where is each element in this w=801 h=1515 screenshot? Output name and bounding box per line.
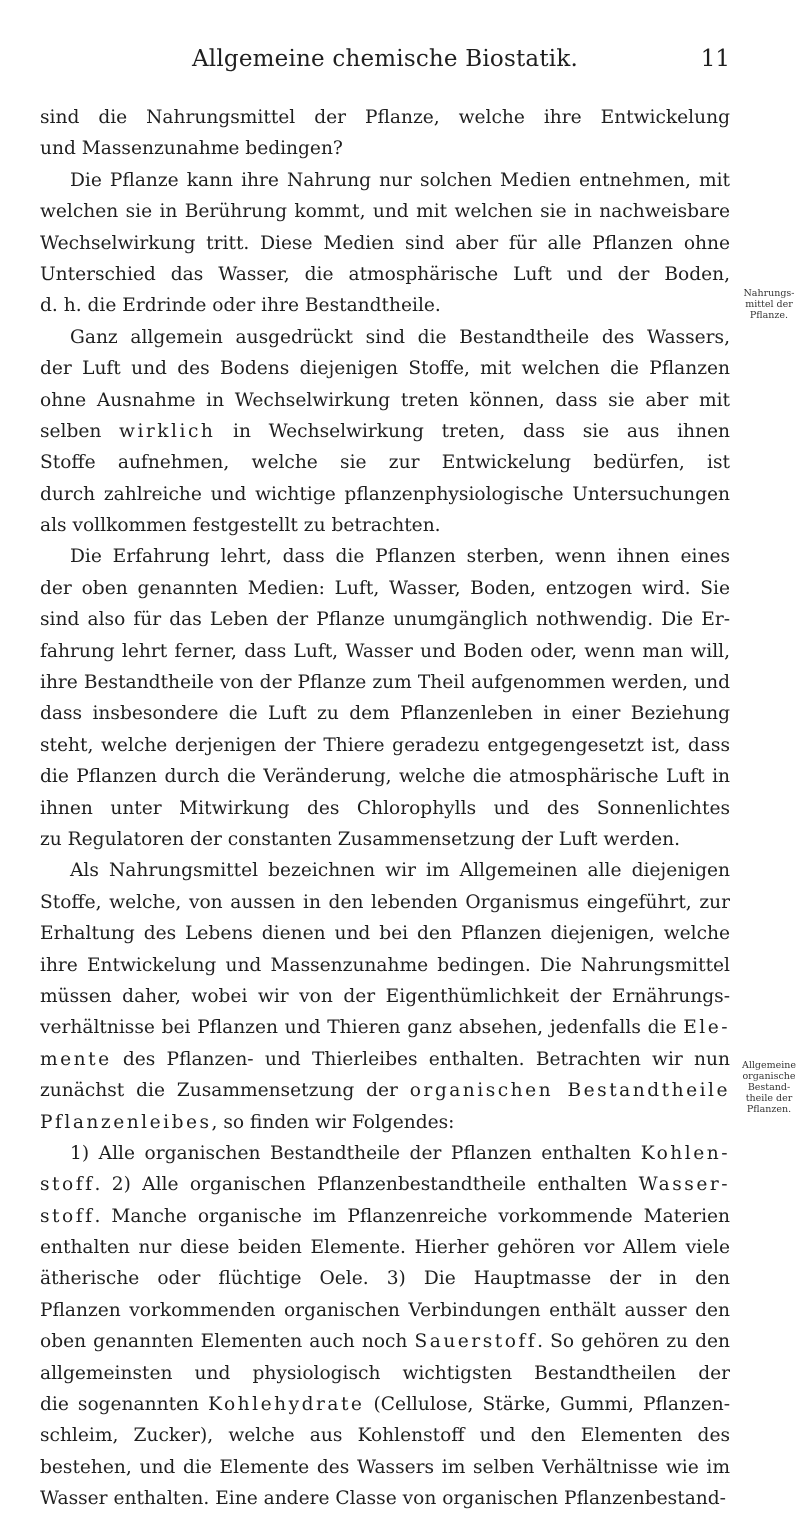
text-line: der oben genannten Medien: Luft, Wasser, Boden, entzogen wird. Sie (40, 577, 730, 599)
text-segment: verhältnisse bei Pflanzen und Thieren ganz absehen, jedenfalls die (40, 1017, 684, 1039)
spaced-emphasis: Kohlehydrate (208, 1394, 365, 1416)
text-line: müssen daher, wobei wir von der Eigenthümlichkeit der Ernährungs- (40, 985, 730, 1007)
text-line: schleim, Zucker), welche aus Kohlenstoff und den Elementen des (40, 1425, 730, 1447)
text-segment: . 2) Alle organischen Pflanzenbestandtheile enthalten (94, 1174, 639, 1196)
text-line: Ganz allgemein ausgedrückt sind die Bestandtheile des Wassers, (70, 326, 730, 348)
running-header (40, 46, 730, 80)
text-line (40, 1201, 730, 1232)
text-line: Stoffe aufnehmen, welche sie zur Entwickelung bedürfen, ist (40, 452, 730, 474)
text-line: zu Regulatoren der constanten Zusammensetzung der Luft werden. (40, 828, 680, 850)
text-line (40, 1138, 730, 1169)
text-line (40, 1107, 730, 1138)
text-line: ihre Entwickelung und Massenzunahme bedingen. Die Nahrungsmittel (40, 954, 730, 976)
text-segment: (Cellulose, Stärke, Gummi, Pflanzen- (364, 1394, 730, 1416)
text-line: die Pflanzen durch die Veränderung, welche die atmosphärische Luft in (40, 766, 730, 788)
text-line: sind die Nahrungsmittel der Pflanze, welche ihre Entwickelung (40, 107, 730, 128)
text-line: Die Pflanze kann ihre Nahrung nur solchen Medien entnehmen, mit (70, 169, 730, 191)
text-segment: 1) Alle organischen Bestandtheile der Pflanzen enthalten (70, 1142, 641, 1164)
text-line: allgemeinsten und physiologisch wichtigsten Bestandtheilen der (40, 1362, 730, 1384)
text-line: ihre Bestandtheile von der Pflanze zum Theil aufgenommen werden, und (40, 672, 730, 694)
text-segment: selben (40, 420, 120, 442)
text-line (40, 1075, 730, 1106)
spaced-emphasis: wirklich (119, 420, 216, 442)
text-segment: , so finden wir Folgendes: (211, 1111, 455, 1133)
text-line: Unterschied das Wasser, die atmosphärische Luft und der Boden, (40, 263, 730, 285)
text-line: der Luft und des Bodens diejenigen Stoffe, mit welchen die Pflanzen (40, 358, 730, 380)
text-line: Als Nahrungsmittel bezeichnen wir im Allgemeinen alle diejenigen (70, 860, 730, 882)
text-line: bestehen, und die Elemente des Wassers im selben Verhältnisse wie im (40, 1456, 730, 1478)
text-line: d. h. die Erdrinde oder ihre Bestandtheile. (40, 295, 441, 317)
text-segment: . So gehören zu den (537, 1331, 730, 1353)
spaced-emphasis: organischen Bestandtheile (409, 1080, 730, 1102)
text-line (40, 1169, 730, 1200)
spaced-emphasis: mente (40, 1048, 112, 1070)
spaced-emphasis: Sauerstoff (414, 1331, 538, 1353)
text-line: enthalten nur diese beiden Elemente. Hierher gehören vor Allem viele (40, 1237, 730, 1259)
header-title: Allgemeine chemische Biostatik. (192, 46, 578, 72)
text-line: Die Erfahrung lehrt, dass die Pflanzen sterben, wenn ihnen eines (70, 546, 730, 568)
text-segment: oben genannten Elementen auch noch (40, 1331, 415, 1353)
text-line: Pflanzen vorkommenden organischen Verbindungen enthält ausser den (40, 1299, 730, 1321)
spaced-emphasis: Kohlen- (640, 1142, 730, 1164)
spaced-emphasis: Pflanzenleibes (40, 1111, 212, 1133)
spaced-emphasis: Ele- (683, 1017, 730, 1039)
text-line: als vollkommen festgestellt zu betrachten. (40, 515, 441, 537)
text-segment: die sogenannten (40, 1394, 209, 1416)
text-line (40, 416, 730, 447)
text-segment: . Manche organische im Pflanzenreiche vorkommende Materien (94, 1205, 730, 1227)
margin-note-bestandtheile: Allgemeine organische Bestand- theile der Pflanzen. (741, 1060, 797, 1115)
text-line: durch zahlreiche und wichtige pflanzenphysiologische Untersuchungen (40, 483, 730, 505)
text-segment: zunächst die Zusammensetzung der (40, 1080, 410, 1102)
text-line: ihnen unter Mitwirkung des Chlorophylls und des Sonnenlichtes (40, 797, 730, 819)
text-line: Wechselwirkung tritt. Diese Medien sind aber für alle Pflanzen ohne (40, 232, 730, 254)
body-text (40, 102, 730, 1515)
text-line: Wasser enthalten. Eine andere Classe von organischen Pflanzenbestand- (40, 1488, 726, 1510)
text-segment: des Pflanzen- und Thierleibes enthalten. Betrachten wir nun (111, 1048, 730, 1070)
text-line: welchen sie in Berührung kommt, und mit welchen sie in nachweisbare (40, 201, 730, 223)
text-line: und Massenzunahme bedingen? (40, 138, 343, 160)
spaced-emphasis: stoff (40, 1174, 95, 1196)
text-line: Erhaltung des Lebens dienen und bei den Pflanzen diejenigen, welche (40, 923, 730, 945)
spaced-emphasis: stoff (40, 1205, 95, 1227)
text-line: ohne Ausnahme in Wechselwirkung treten können, dass sie aber mit (40, 389, 730, 411)
text-line: dass insbesondere die Luft zu dem Pflanzenleben in einer Beziehung (40, 703, 730, 725)
text-line (40, 1326, 730, 1357)
text-segment: in Wechselwirkung treten, dass sie aus ihnen (233, 420, 730, 442)
text-line: ätherische oder flüchtige Oele. 3) Die Hauptmasse der in den (40, 1268, 730, 1290)
text-line (40, 1044, 730, 1075)
page-number: 11 (700, 46, 730, 72)
text-line: Stoffe, welche, von aussen in den lebenden Organismus eingeführt, zur (40, 891, 730, 913)
text-line: steht, welche derjenigen der Thiere geradezu entgegengesetzt ist, dass (40, 734, 730, 756)
text-line: sind also für das Leben der Pflanze unumgänglich nothwendig. Die Er- (40, 609, 730, 631)
margin-note-nahrungsmittel: Nahrungs- mittel der Pflanze. (743, 288, 795, 321)
text-line (40, 1012, 730, 1043)
text-line (40, 1389, 730, 1420)
text-line: fahrung lehrt ferner, dass Luft, Wasser und Boden oder, wenn man will, (40, 640, 730, 662)
spaced-emphasis: Wasser- (638, 1174, 730, 1196)
